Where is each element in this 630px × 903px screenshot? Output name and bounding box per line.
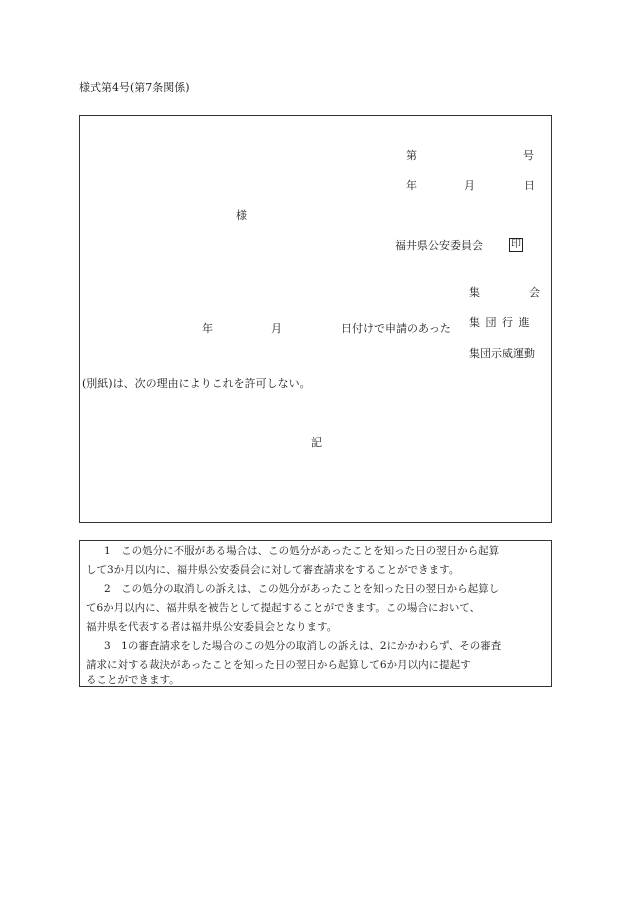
issuer-seal bbox=[509, 238, 523, 252]
addressee-suffix: 様 bbox=[236, 209, 247, 222]
number-prefix: 第 bbox=[406, 149, 417, 162]
issuer-name: 福井県公安委員会 bbox=[395, 239, 483, 252]
option-assembly: 集 会 bbox=[469, 286, 541, 299]
applied-text: 日付けで申請のあった bbox=[341, 322, 451, 335]
notice-line: て6か月以内に、福井県を被告として提起することができます。この場合において、 bbox=[86, 602, 481, 614]
notice-line: 3 1の審査請求をした場合のこの処分の取消しの訴えは、2にかかわらず、その審査 bbox=[104, 640, 502, 652]
notice-line: 請求に対する裁決があったことを知った日の翌日から起算して6か月以内に提起す bbox=[86, 659, 471, 671]
notice-line: 2 この処分の取消しの訴えは、この処分があったことを知った日の翌日から起算し bbox=[104, 583, 500, 595]
notice-line: して3か月以内に、福井県公安委員会に対して審査請求をすることができます。 bbox=[86, 564, 460, 576]
body-year: 年 bbox=[202, 322, 213, 335]
date-day: 日 bbox=[524, 179, 535, 192]
number-suffix: 号 bbox=[523, 149, 534, 162]
notice-line: 1 この処分に不服がある場合は、この処分があったことを知った日の翌日から起算 bbox=[104, 545, 500, 557]
seal-stamp: 印 bbox=[511, 239, 521, 250]
date-month: 月 bbox=[464, 179, 475, 192]
notice-line: 福井県を代表する者は福井県公安委員会となります。 bbox=[86, 621, 338, 633]
decision-text: (別紙)は、次の理由によりこれを許可しない。 bbox=[82, 377, 311, 390]
option-parade: 集 団 行 進 bbox=[469, 316, 531, 329]
option-demonstration: 集団示威運動 bbox=[469, 347, 535, 360]
ki-mark: 記 bbox=[311, 436, 322, 449]
notice-line: ることができます。 bbox=[86, 674, 180, 686]
date-year: 年 bbox=[406, 179, 417, 192]
body-month: 月 bbox=[271, 322, 282, 335]
form-label: 様式第4号(第7条関係) bbox=[79, 81, 190, 94]
